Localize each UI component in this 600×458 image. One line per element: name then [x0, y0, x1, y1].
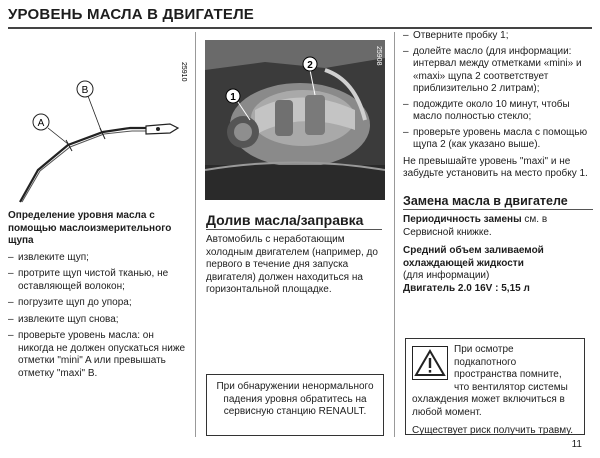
- warning-text: При осмотре подкапотного пространства помните, что вентилятор системы охлаждения может включиться в любой момент.: [412, 344, 568, 418]
- label-b-text: B: [81, 85, 89, 96]
- list-item: – погрузите щуп до упора;: [8, 297, 188, 310]
- topping-up-heading: Долив масла/заправка: [206, 212, 364, 228]
- volume-title: Средний объем заливаемой охлаждающей жидкости: [403, 245, 544, 269]
- dipstick-handle-hole: [156, 127, 160, 131]
- topping-up-rule: [206, 229, 382, 230]
- refill-steps: [403, 30, 593, 152]
- list-item: – Отверните пробку 1;: [403, 30, 593, 43]
- list-item: – подождите около 10 минут, чтобы масло полностью стекло;: [403, 99, 593, 124]
- dipstick-shaft: [20, 128, 148, 202]
- warning-icon: [412, 346, 448, 380]
- figure-code-left: 25910: [180, 62, 187, 82]
- dipstick-subhead: Определение уровня масла с помощью маслоизмерительного щупа: [8, 210, 172, 246]
- list-item: – проверьте уровень масла: он никогда не должен опускаться ниже отметки "mini" A или превышать отметку "maxi" B.: [8, 330, 188, 380]
- callout-1-text: 1: [230, 92, 236, 103]
- topping-up-paragraph: Автомобиль с неработающим холодным двигателем (например, до первого в течение дня запуска двигателя) должен находиться на горизонтальной площадке.: [206, 234, 378, 295]
- oil-change-heading: Замена масла в двигателе: [403, 193, 568, 208]
- periodicity-line: [403, 214, 593, 239]
- engine-bay-photo: [205, 40, 385, 200]
- leader-a: [48, 128, 68, 144]
- periodicity-label: Периодичность замены: [403, 214, 522, 225]
- leader-b: [88, 96, 102, 133]
- label-a-text: A: [37, 118, 45, 129]
- dipstick-illustration: [8, 40, 188, 205]
- list-item: – долейте масло (для информации: интервал между отметками «mini» и «maxi» щупа 2 соответствует приблизительно 2 литрам);: [403, 46, 593, 96]
- list-item: – протрите щуп чистой тканью, не оставляющей волокон;: [8, 268, 188, 293]
- figure-code-middle: 25908: [375, 46, 382, 66]
- column-divider-right: [394, 32, 395, 437]
- page-number: 11: [571, 439, 582, 450]
- warning-box: [405, 338, 585, 435]
- volume-note: (для информации): [403, 270, 490, 281]
- notice-text: При обнаружении ненормального падения уровня обратитесь на сервисную станцию RENAULT.: [216, 381, 374, 417]
- notice-box: [206, 374, 384, 436]
- dipstick-steps: [8, 252, 188, 381]
- engine-volume: Двигатель 2.0 16V : 5,15 л: [403, 282, 530, 294]
- periodicity-text: см. в Сервисной книжке.: [403, 214, 548, 238]
- oil-change-rule: [403, 209, 593, 210]
- dipstick-handle: [146, 124, 178, 134]
- column-divider-left: [195, 32, 196, 437]
- list-item: – извлеките щуп;: [8, 252, 188, 265]
- dipstick-instructions: [8, 210, 188, 384]
- max-level-warning: Не превышайте уровень "maxi" и не забудьте установить на место пробку 1.: [403, 155, 588, 179]
- title-rule: [8, 27, 592, 29]
- list-item: – проверьте уровень масла с помощью щупа 2 (как указано выше).: [403, 127, 593, 152]
- page-title: УРОВЕНЬ МАСЛА В ДВИГАТЕЛЕ: [8, 6, 255, 23]
- list-item: – извлеките щуп снова;: [8, 314, 188, 327]
- warning-risk: Существует риск получить травму.: [412, 425, 573, 436]
- right-column: [403, 30, 593, 295]
- callout-2-text: 2: [307, 60, 313, 71]
